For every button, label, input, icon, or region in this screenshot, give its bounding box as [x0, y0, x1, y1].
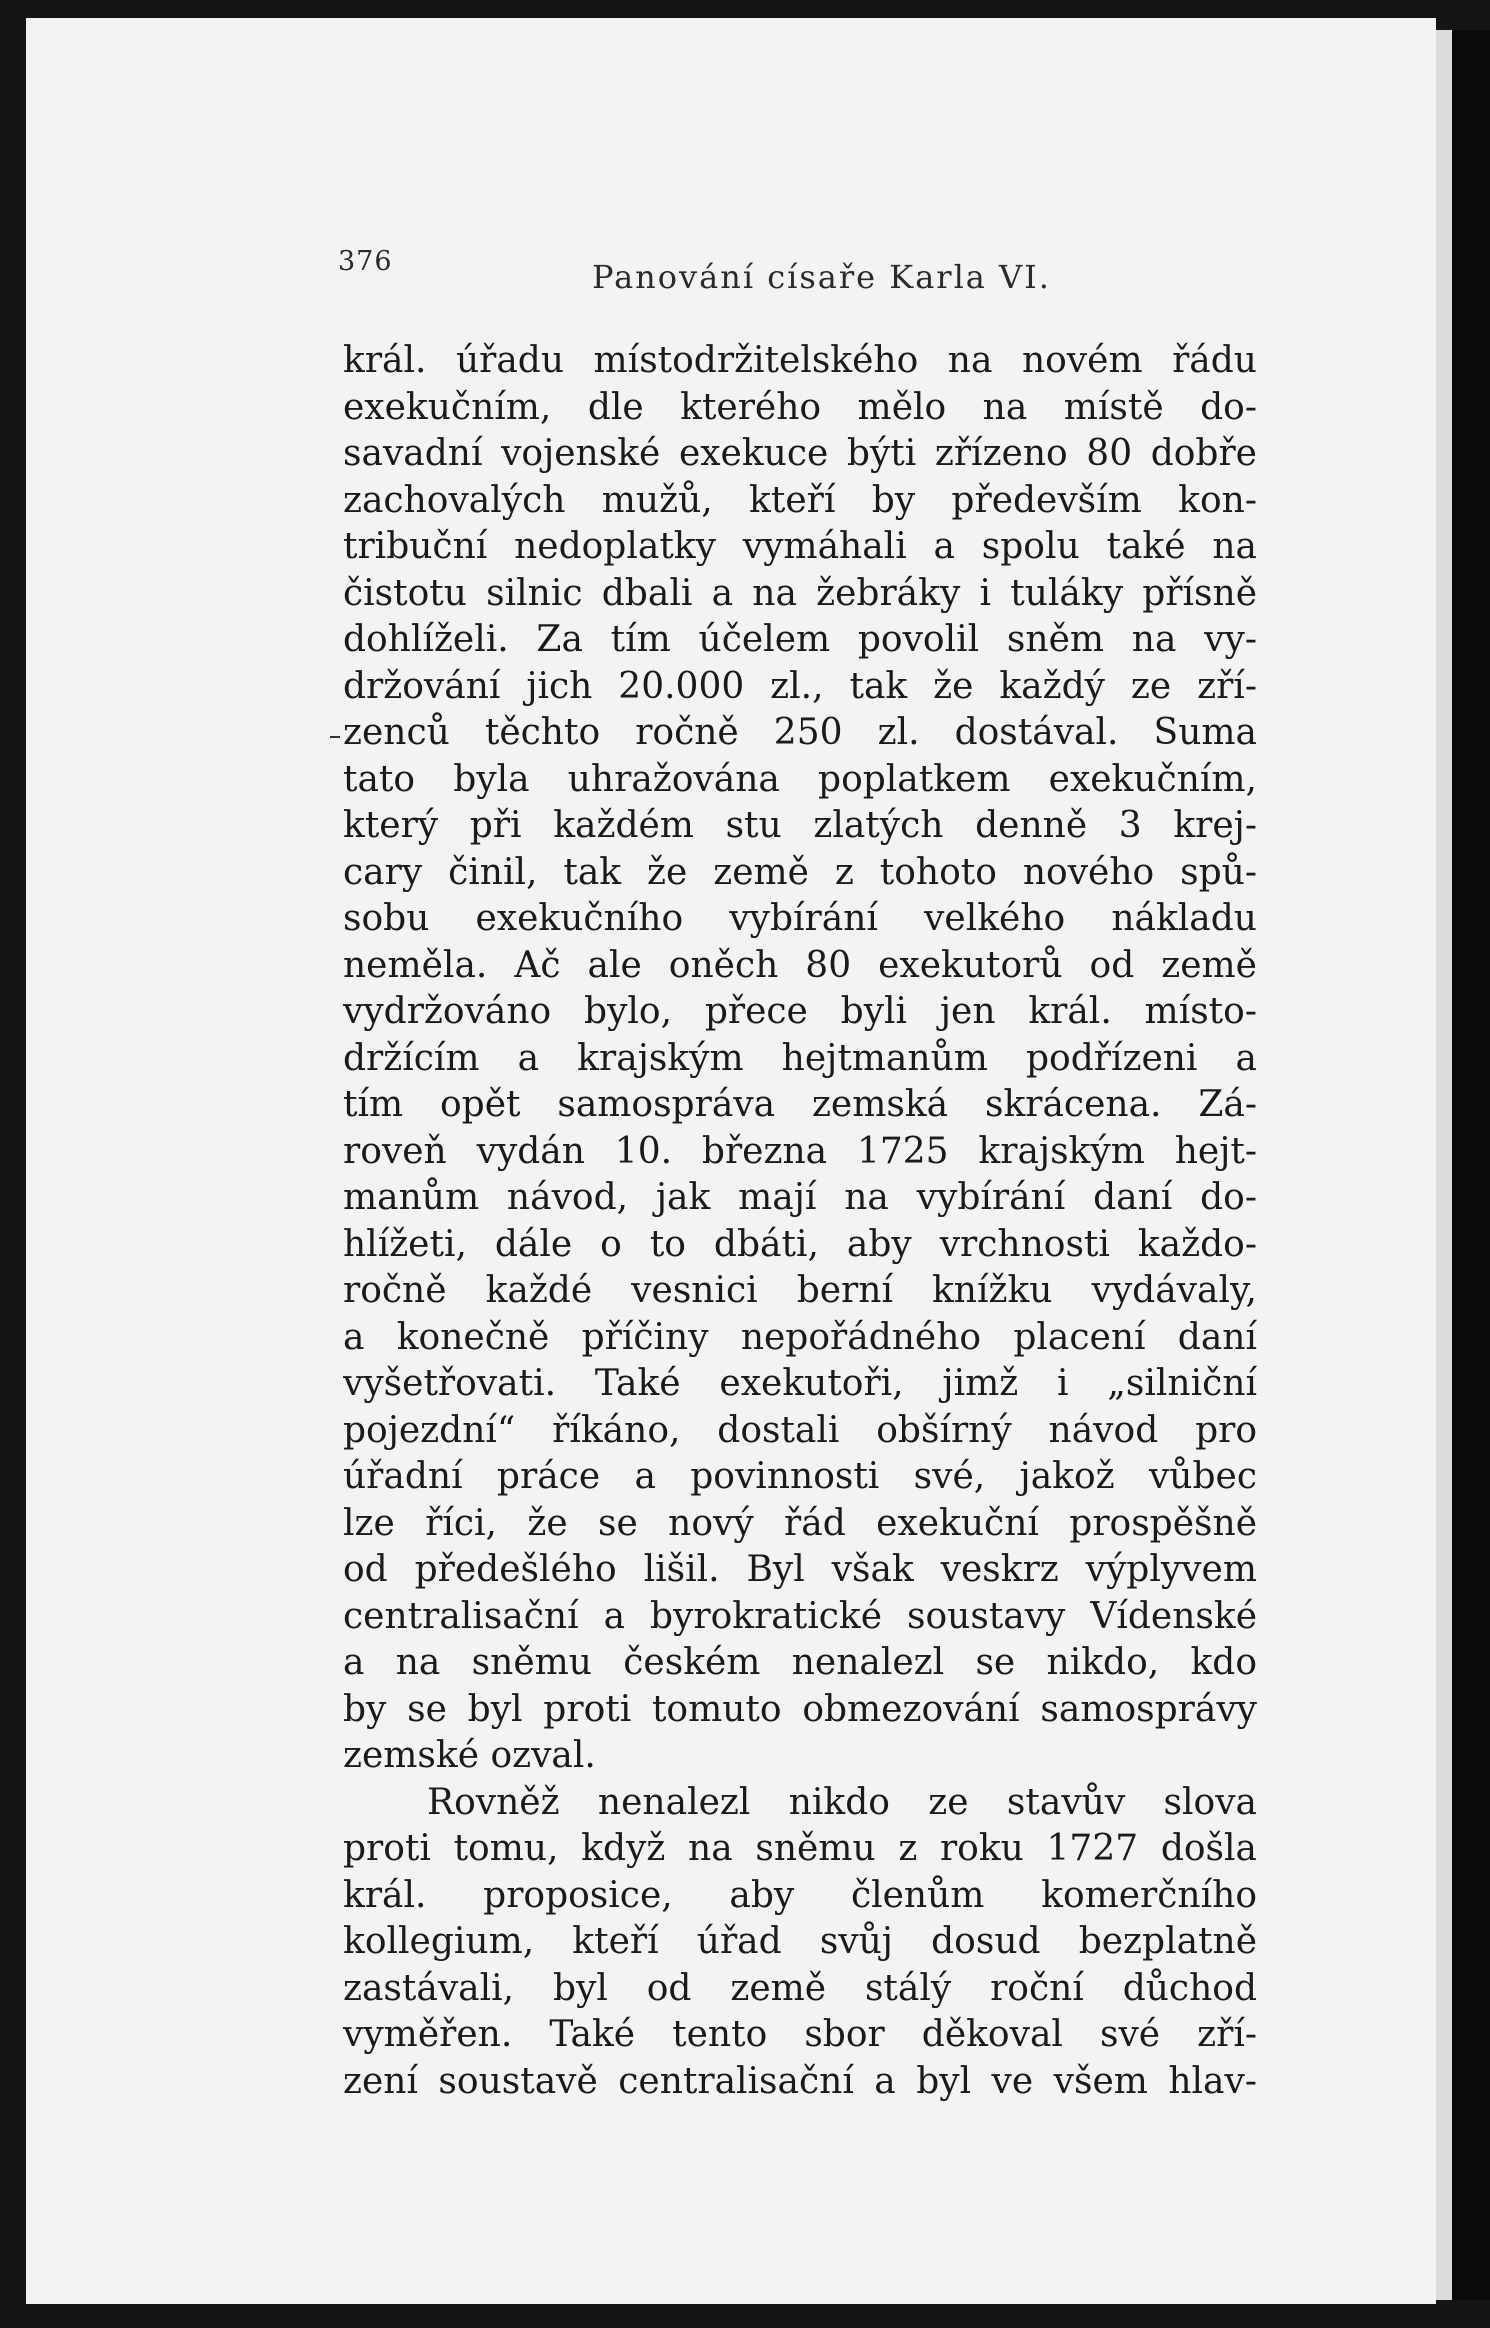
text-line: tím opět samospráva zemská skrácena. Zá- [343, 1084, 1257, 1125]
text-line: zení soustavě centralisační a byl ve všem hlav- [343, 2060, 1257, 2102]
text-line: cary činil, tak že země z tohoto nového spů- [343, 851, 1257, 893]
text-line: od předešlého lišil. Byl však veskrz výplyvem [343, 1549, 1257, 1590]
text-line: Rovněž nenalezl nikdo ze stavův slova [427, 1781, 1257, 1823]
text-line: zemské ozval. [343, 1735, 596, 1776]
text-line: který při každém stu zlatých denně 3 krej- [343, 805, 1257, 846]
text-line: centralisační a byrokratické soustavy Vídenské [343, 1595, 1257, 1637]
text-line: proti tomu, když na sněmu z roku 1727 došla [343, 1828, 1257, 1869]
text-line: zenců těchto ročně 250 zl. dostával. Suma [343, 712, 1257, 753]
page-number: 376 [338, 246, 393, 277]
text-line: vydržováno bylo, přece byli jen král. místo- [343, 991, 1257, 1032]
page-edge-shadow [1436, 30, 1452, 2300]
text-line: tribuční nedoplatky vymáhali a spolu také na [343, 526, 1257, 567]
text-line: by se byl proti tomuto obmezování samosprávy [343, 1688, 1257, 1730]
text-line: zastávali, byl od země stálý roční důchod [343, 1967, 1257, 2009]
text-line: vyšetřovati. Také exekutoři, jimž i „silniční [343, 1363, 1257, 1404]
text-line: držícím a krajským hejtmanům podřízeni a [343, 1037, 1257, 1079]
running-title: Panování císaře Karla VI. [592, 258, 1051, 296]
text-line: hlížeti, dále o to dbáti, aby vrchnosti každo- [343, 1223, 1257, 1265]
text-line: čistotu silnic dbali a na žebráky i tuláky přísně [343, 572, 1257, 614]
text-line: a na sněmu českém nenalezl se nikdo, kdo [343, 1642, 1257, 1683]
margin-mark [330, 736, 340, 738]
text-line: savadní vojenské exekuce býti zřízeno 80 dobře [343, 433, 1257, 474]
text-line: úřadní práce a povinnosti své, jakož vůbec [343, 1456, 1257, 1497]
body-text [343, 338, 1257, 2105]
text-line: kollegium, kteří úřad svůj dosud bezplatně [343, 1921, 1257, 1962]
text-line: lze říci, že se nový řád exekuční prospěšně [343, 1502, 1257, 1544]
text-line: držování jich 20.000 zl., tak že každý ze zří- [343, 665, 1257, 707]
text-line: a konečně příčiny nepořádného placení daní [343, 1316, 1257, 1358]
text-line: exekučním, dle kterého mělo na místě do- [343, 386, 1257, 428]
text-line: král. úřadu místodržitelského na novém řádu [343, 340, 1257, 381]
text-line: manům návod, jak mají na vybírání daní do- [343, 1177, 1257, 1218]
text-line: neměla. Ač ale oněch 80 exekutorů od země [343, 944, 1257, 986]
text-line: pojezdní“ říkáno, dostali obšírný návod pro [343, 1409, 1257, 1451]
text-line: sobu exekučního vybírání velkého nákladu [343, 898, 1257, 939]
text-line: dohlíželi. Za tím účelem povolil sněm na vy- [343, 619, 1257, 660]
scan-border [1452, 30, 1490, 2300]
text-line: zachovalých mužů, kteří by především kon- [343, 479, 1257, 521]
text-line: tato byla uhražována poplatkem exekučním, [343, 758, 1257, 800]
text-line: roveň vydán 10. března 1725 krajským hejt- [343, 1130, 1257, 1172]
text-line: vyměřen. Také tento sbor děkoval své zří- [343, 2014, 1257, 2055]
text-line: ročně každé vesnici berní knížku vydávaly, [343, 1270, 1257, 1311]
text-line: král. proposice, aby členům komerčního [343, 1874, 1257, 1916]
